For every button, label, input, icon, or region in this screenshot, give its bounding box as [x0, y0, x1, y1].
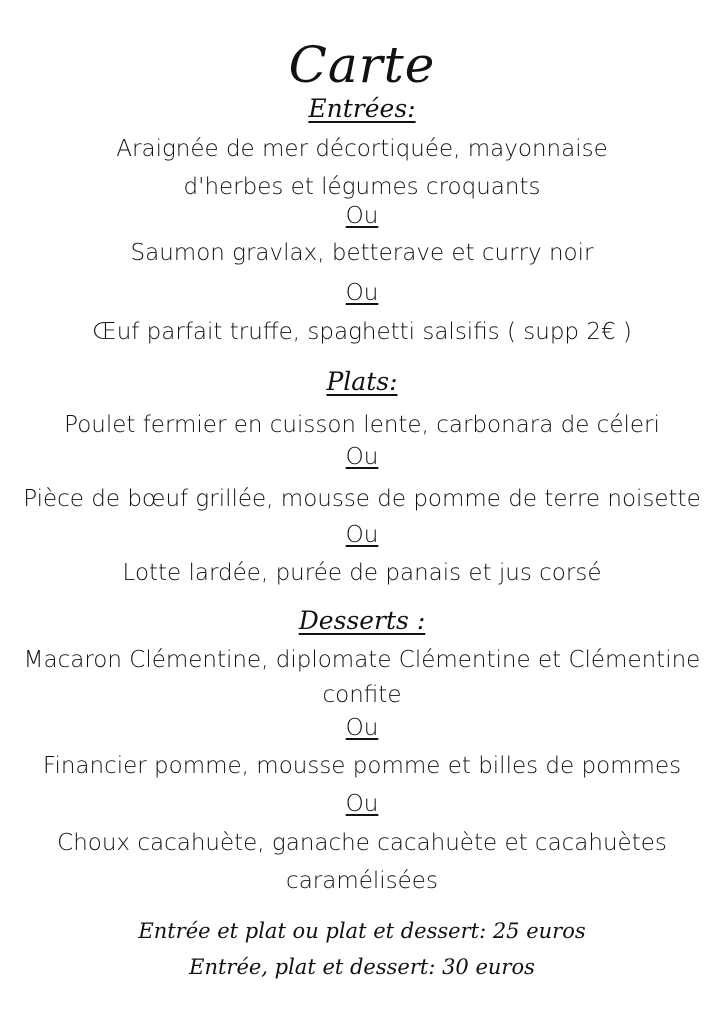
plat-1: Poulet fermier en cuisson lente, carbonara de céleri — [64, 412, 660, 438]
separator-ou: Ou — [345, 715, 379, 741]
entree-3: Œuf parfait truffe, spaghetti salsifis ( supp 2€ ) — [92, 319, 632, 345]
section-heading-desserts: Desserts : — [298, 606, 426, 635]
separator-ou: Ou — [345, 280, 379, 306]
plat-3: Lotte lardée, purée de panais et jus corsé — [122, 560, 602, 586]
dessert-2: Financier pomme, mousse pomme et billes de pommes — [42, 753, 682, 779]
dessert-3-line-1: Choux cacahuète, ganache cacahuète et cacahuètes — [57, 830, 667, 856]
separator-ou: Ou — [345, 791, 379, 817]
entree-1-line-1: Araignée de mer décortiquée, mayonnaise — [116, 136, 608, 162]
dessert-1-line-2: confite — [322, 682, 402, 708]
section-heading-entrees: Entrées: — [308, 94, 416, 123]
dessert-1-line-1: Macaron Clémentine, diplomate Clémentine et Clémentine — [23, 647, 701, 673]
separator-ou: Ou — [345, 203, 379, 229]
entree-2: Saumon gravlax, betterave et curry noir — [130, 240, 594, 266]
separator-ou: Ou — [345, 444, 379, 470]
entree-1-line-2: d'herbes et légumes croquants — [183, 174, 541, 200]
dessert-3-line-2: caramélisées — [286, 868, 438, 894]
section-heading-plats: Plats: — [326, 367, 398, 396]
price-formula-30: Entrée, plat et dessert: 30 euros — [189, 955, 535, 979]
separator-ou: Ou — [345, 522, 379, 548]
menu-title: Carte — [288, 36, 436, 94]
price-formula-25: Entrée et plat ou plat et dessert: 25 euros — [138, 919, 586, 943]
plat-2: Pièce de bœuf grillée, mousse de pomme de terre noisette — [23, 486, 701, 512]
